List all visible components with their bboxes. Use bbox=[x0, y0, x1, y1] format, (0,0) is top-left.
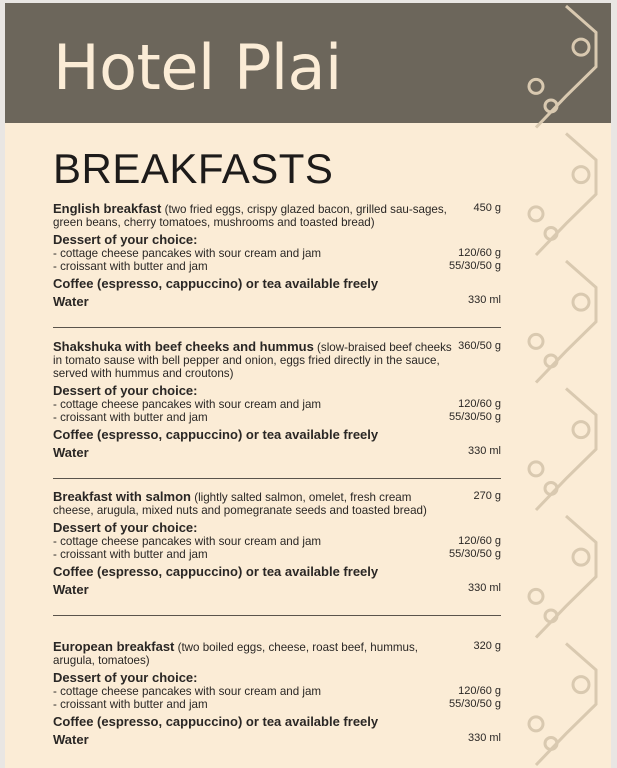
menu-item bbox=[53, 640, 501, 747]
water-row bbox=[53, 445, 501, 460]
dessert-name: - cottage cheese pancakes with sour cream and jam bbox=[53, 247, 322, 260]
dish-row bbox=[53, 340, 501, 380]
water-row bbox=[53, 732, 501, 747]
dish-weight: 360/50 g bbox=[458, 340, 501, 352]
water-volume: 330 ml bbox=[467, 445, 501, 457]
dish-name: English breakfast bbox=[53, 201, 162, 216]
dish-name: Shakshuka with beef cheeks and hummus bbox=[53, 339, 314, 354]
coffee-line: Coffee (espresso, cappuccino) or tea available freely bbox=[53, 276, 379, 291]
dish-description: (two fried eggs, crispy glazed bacon, grilled sau-sages, green beans, cherry tomatoes, mushrooms and toasted bread) bbox=[53, 203, 447, 229]
divider bbox=[53, 327, 501, 328]
dessert-option bbox=[53, 548, 501, 561]
dessert-name: - cottage cheese pancakes with sour cream and jam bbox=[53, 398, 322, 411]
menu-item bbox=[53, 202, 501, 328]
coffee-line: Coffee (espresso, cappuccino) or tea available freely bbox=[53, 564, 379, 579]
dish-row bbox=[53, 490, 501, 517]
coffee-line: Coffee (espresso, cappuccino) or tea available freely bbox=[53, 714, 379, 729]
menu-page bbox=[5, 3, 611, 768]
dessert-label: Dessert of your choice: bbox=[53, 232, 198, 247]
water-row bbox=[53, 582, 501, 597]
dessert-name: - cottage cheese pancakes with sour cream and jam bbox=[53, 685, 322, 698]
dessert-weight: 55/30/50 g bbox=[449, 260, 501, 272]
dish-description: (slow-braised beef cheeks in tomato sause with bell pepper and onion, eggs fried directly in the sauce, served with hummus and croutons) bbox=[53, 341, 452, 380]
dessert-label: Dessert of your choice: bbox=[53, 670, 198, 685]
dish-row bbox=[53, 202, 501, 229]
dessert-name: - cottage cheese pancakes with sour cream and jam bbox=[53, 535, 322, 548]
water-label: Water bbox=[53, 732, 89, 747]
water-label: Water bbox=[53, 582, 89, 597]
dish-weight: 320 g bbox=[473, 640, 501, 652]
water-volume: 330 ml bbox=[467, 294, 501, 306]
dessert-weight: 55/30/50 g bbox=[449, 698, 501, 710]
dish-weight: 450 g bbox=[473, 202, 501, 214]
dessert-name: - croissant with butter and jam bbox=[53, 411, 208, 424]
dessert-weight: 120/60 g bbox=[458, 685, 501, 697]
dish-name: Breakfast with salmon bbox=[53, 489, 191, 504]
dessert-name: - croissant with butter and jam bbox=[53, 260, 208, 273]
dessert-weight: 120/60 g bbox=[458, 247, 501, 259]
dish-row bbox=[53, 640, 501, 667]
dessert-weight: 120/60 g bbox=[458, 398, 501, 410]
dessert-weight: 55/30/50 g bbox=[449, 548, 501, 560]
dessert-option bbox=[53, 398, 501, 411]
dessert-weight: 55/30/50 g bbox=[449, 411, 501, 423]
dish-weight: 270 g bbox=[473, 490, 501, 502]
dessert-option bbox=[53, 535, 501, 548]
menu-item bbox=[53, 490, 501, 616]
divider bbox=[53, 615, 501, 616]
decorative-pattern-icon bbox=[511, 3, 611, 768]
divider bbox=[53, 478, 501, 479]
hotel-title: Hotel Plai bbox=[53, 31, 342, 104]
dessert-option bbox=[53, 411, 501, 424]
dessert-option bbox=[53, 685, 501, 698]
dessert-name: - croissant with butter and jam bbox=[53, 698, 208, 711]
dessert-option bbox=[53, 247, 501, 260]
dessert-name: - croissant with butter and jam bbox=[53, 548, 208, 561]
water-volume: 330 ml bbox=[467, 732, 501, 744]
dessert-option bbox=[53, 260, 501, 273]
menu-item bbox=[53, 340, 501, 479]
water-label: Water bbox=[53, 294, 89, 309]
coffee-line: Coffee (espresso, cappuccino) or tea available freely bbox=[53, 427, 379, 442]
water-volume: 330 ml bbox=[467, 582, 501, 594]
dish-description: (lightly salted salmon, omelet, fresh cream cheese, arugula, mixed nuts and pomegranate seeds and toasted bread) bbox=[53, 491, 427, 517]
dessert-label: Dessert of your choice: bbox=[53, 383, 198, 398]
dessert-option bbox=[53, 698, 501, 711]
dessert-weight: 120/60 g bbox=[458, 535, 501, 547]
water-row bbox=[53, 294, 501, 309]
section-heading: BREAKFASTS bbox=[53, 145, 334, 192]
water-label: Water bbox=[53, 445, 89, 460]
dish-description: (two boiled eggs, cheese, roast beef, hummus, arugula, tomatoes) bbox=[53, 641, 418, 667]
dish-name: European breakfast bbox=[53, 639, 175, 654]
dessert-label: Dessert of your choice: bbox=[53, 520, 198, 535]
